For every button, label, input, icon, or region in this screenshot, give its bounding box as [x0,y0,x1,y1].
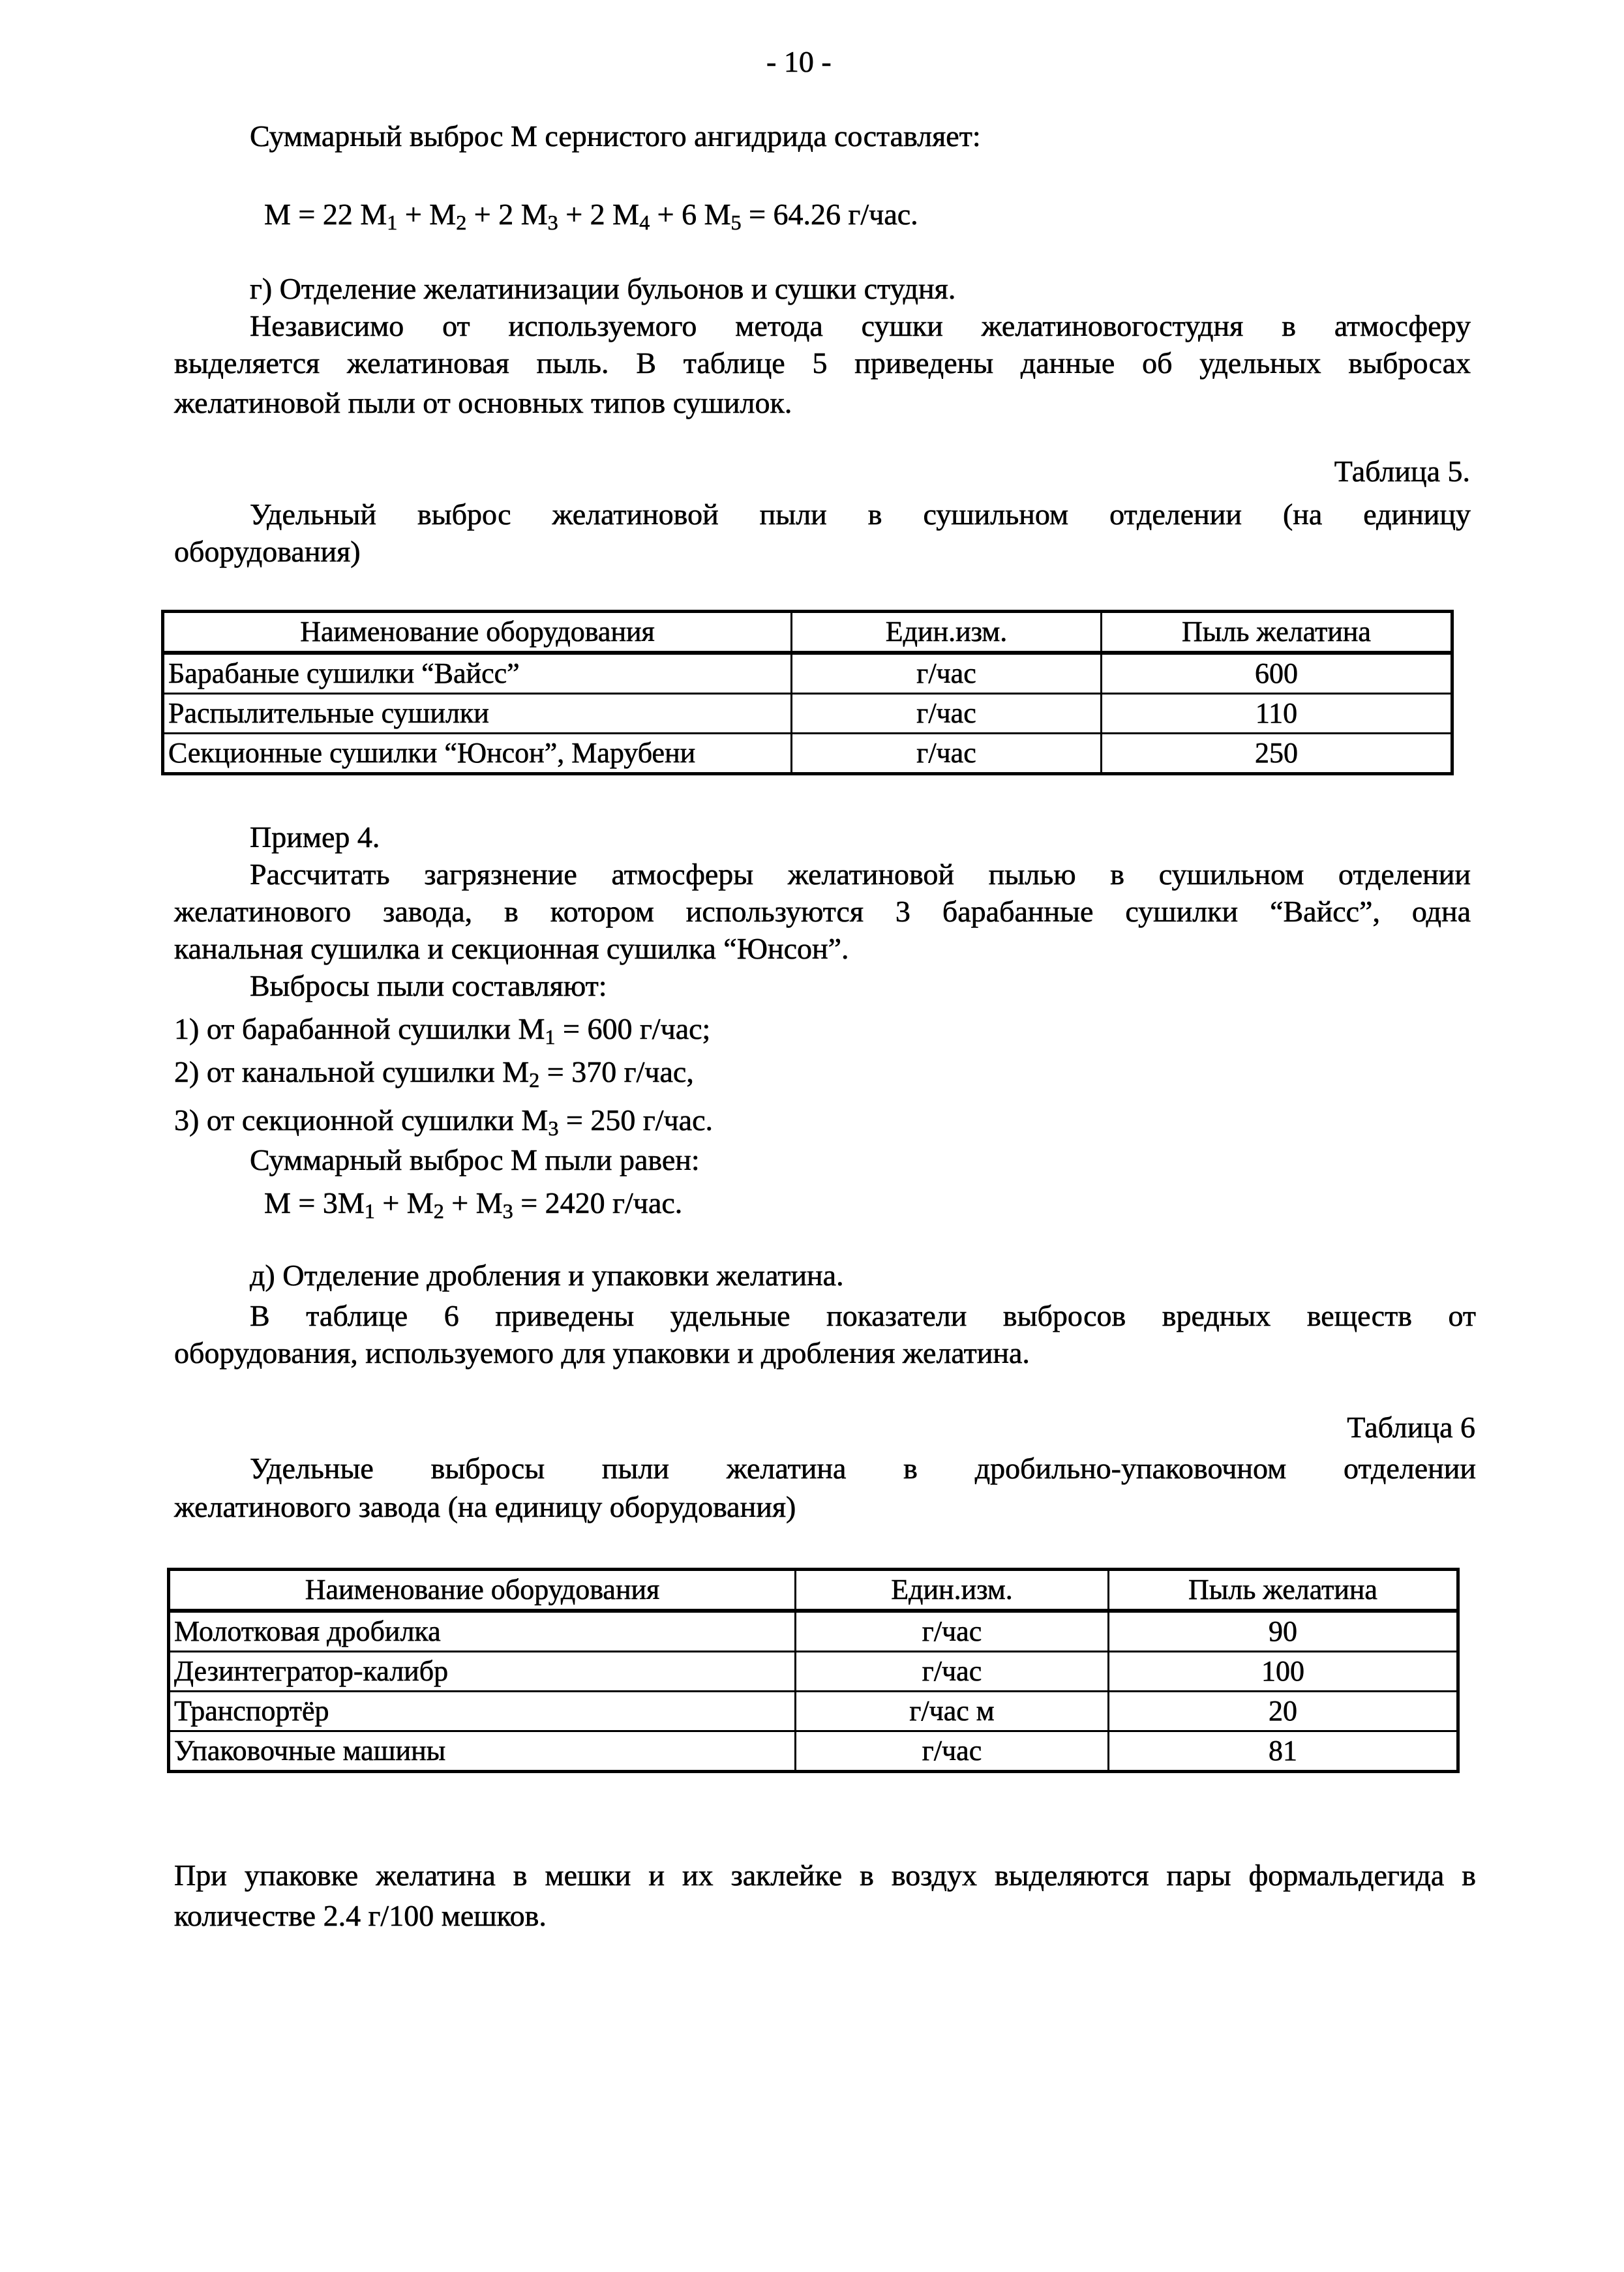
table-caption: желатинового завода (на единицу оборудования) [174,1490,796,1523]
cell: г/час [792,694,1102,734]
table-label: Таблица 6 [1347,1411,1475,1444]
formula: М = 22 $М_1 + М_2 + 2$ $М_3 + 2$ $М_4 + 6$ $М_5 = 64.26$ г/час. [264,198,918,235]
cell: 100 [1109,1652,1458,1692]
paragraph-line: Выбросы пыли составляют: [250,969,607,1002]
table-label: Таблица 5. [1334,455,1470,488]
table-row [163,653,1452,694]
table-caption: Удельный выброс желатиновой пыли в сушильном отделении (на единицу [250,498,1471,531]
section-heading: д) Отделение дробления и упаковки желатина. [250,1259,844,1292]
paragraph-line: Суммарный выброс М пыли равен: [250,1143,700,1176]
paragraph-line: количестве 2.4 г/100 мешков. [174,1899,547,1932]
cell: 250 [1102,734,1452,774]
header-cell: Пыль желатина [1102,612,1452,653]
formula: $М = 3М_1 + М_2 + М_3 = 2420$ г/час. [264,1186,683,1223]
cell: г/час [792,653,1102,694]
cell: Транспортёр [169,1692,796,1731]
cell: г/час [796,1652,1109,1692]
paragraph-line: желатиновой пыли от основных типов сушилок. [174,386,792,419]
table-row [169,1611,1458,1652]
table-caption: оборудования) [174,535,361,568]
cell: Барабаные сушилки “Вайсс” [163,653,792,694]
cell: Распылительные сушилки [163,694,792,734]
table-5 [161,610,1454,775]
header-cell: Един.изм. [796,1570,1109,1611]
table-caption: Удельные выбросы пыли желатина в дробильно-упаковочном отделении [250,1452,1476,1485]
paragraph-line: При упаковке желатина в мешки и их заклейке в воздух выделяются пары формальдегида в [174,1859,1476,1892]
paragraph-line: оборудования, используемого для упаковки и дробления желатина. [174,1336,1030,1369]
table-header-row [169,1570,1458,1611]
paragraph-line: Рассчитать загрязнение атмосферы желатиновой пылью в сушильном отделении [250,858,1471,891]
section-heading: г) Отделение желатинизации бульонов и сушки студня. [250,272,956,305]
paragraph-line: Независимо от используемого метода сушки желатиновогостудня в атмосферу [250,309,1471,342]
cell: 90 [1109,1611,1458,1652]
list-item: 2) от канальной сушилки $М_2 = 370$ г/час, [174,1055,694,1092]
cell: 20 [1109,1692,1458,1731]
paragraph-line: В таблице 6 приведены удельные показатели выбросов вредных веществ от [250,1299,1476,1332]
paragraph-line: желатинового завода, в котором используются 3 барабанные сушилки “Вайсс”, одна [174,895,1471,928]
table-6 [167,1568,1460,1773]
table-row [163,694,1452,734]
cell: г/час [796,1731,1109,1772]
paragraph-line: канальная сушилка и секционная сушилка “Юнсон”. [174,932,849,965]
table-header-row [163,612,1452,653]
table-row [169,1692,1458,1731]
table-row [169,1731,1458,1772]
example-title: Пример 4. [250,820,380,854]
cell: 110 [1102,694,1452,734]
cell: г/час м [796,1692,1109,1731]
cell: г/час [796,1611,1109,1652]
table-row [169,1652,1458,1692]
paragraph: Суммарный выброс М сернистого ангидрида составляет: [250,119,981,153]
cell: Секционные сушилки “Юнсон”, Марубени [163,734,792,774]
header-cell: Наименование оборудования [163,612,792,653]
header-cell: Един.изм. [792,612,1102,653]
header-cell: Наименование оборудования [169,1570,796,1611]
cell: 81 [1109,1731,1458,1772]
list-item: 3) от секционной сушилки $М_3 = 250$ г/час. [174,1103,713,1141]
cell: Упаковочные машины [169,1731,796,1772]
cell: г/час [792,734,1102,774]
cell: Молотковая дробилка [169,1611,796,1652]
header-cell: Пыль желатина [1109,1570,1458,1611]
cell: Дезинтегратор-калибр [169,1652,796,1692]
table-row [163,734,1452,774]
cell: 600 [1102,653,1452,694]
page-number: - 10 - [766,45,832,78]
paragraph-line: выделяется желатиновая пыль. В таблице 5 приведены данные об удельных выбросах [174,346,1471,380]
list-item: 1) от барабанной сушилки $М_1 = 600$ г/час; [174,1012,711,1049]
